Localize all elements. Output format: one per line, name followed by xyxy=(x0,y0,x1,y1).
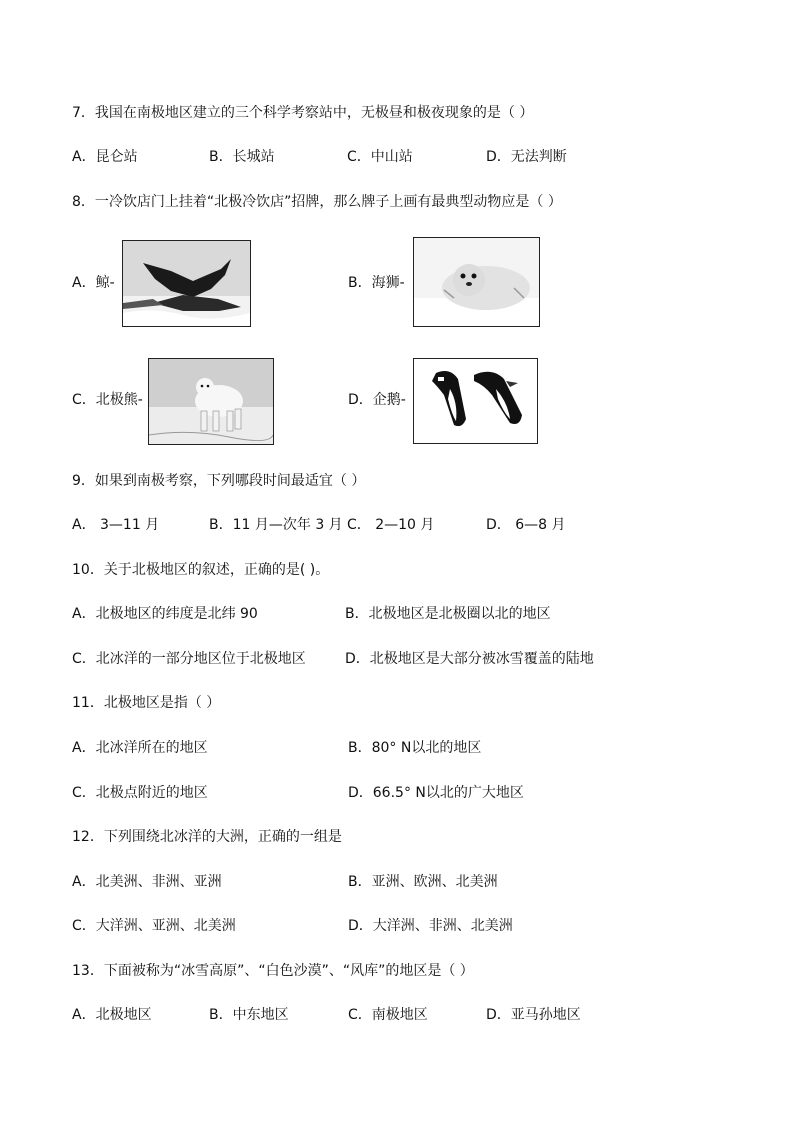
question-13-stem: 13．下面被称为“冰雪高原”、“白色沙漠”、“风库”的地区是（ ） xyxy=(72,963,474,979)
question-12-stem: 12．下列围绕北冰洋的大洲，正确的一组是 xyxy=(72,829,342,845)
question-8-option-b: B．海狮- xyxy=(348,275,405,291)
question-12-option-a: A．北美洲、非洲、亚洲 xyxy=(72,874,222,890)
question-10-option-a: A．北极地区的纬度是北纬 90 xyxy=(72,606,258,622)
polar-bear-image xyxy=(148,358,274,445)
question-8-option-d: D．企鹅- xyxy=(348,392,406,408)
seal-image xyxy=(413,237,540,327)
question-10-option-b: B．北极地区是北极圈以北的地区 xyxy=(345,606,551,622)
question-12-option-d: D．大洋洲、非洲、北美洲 xyxy=(348,918,513,934)
question-7-stem: 7．我国在南极地区建立的三个科学考察站中，无极昼和极夜现象的是（ ） xyxy=(72,105,534,121)
question-12-option-c: C．大洋洲、亚洲、北美洲 xyxy=(72,918,236,934)
question-7-option-c: C．中山站 xyxy=(347,149,413,165)
question-11-option-a: A．北冰洋所在的地区 xyxy=(72,740,208,756)
question-7-option-b: B．长城站 xyxy=(209,149,275,165)
question-13-option-d: D．亚马孙地区 xyxy=(486,1007,581,1023)
question-11-option-d: D．66.5° N以北的广大地区 xyxy=(348,785,524,801)
question-9-option-b: B．11 月—次年 3 月 xyxy=(209,517,343,533)
question-12-option-b: B．亚洲、欧洲、北美洲 xyxy=(348,874,498,890)
question-9-stem: 9．如果到南极考察，下列哪段时间最适宜（ ） xyxy=(72,473,366,489)
question-10-option-c: C．北冰洋的一部分地区位于北极地区 xyxy=(72,651,306,667)
question-13-option-c: C．南极地区 xyxy=(348,1007,428,1023)
question-8-stem: 8．一冷饮店门上挂着“北极冷饮店”招牌，那么牌子上画有最典型动物应是（ ） xyxy=(72,194,562,210)
question-10-stem: 10．关于北极地区的叙述，正确的是( )。 xyxy=(72,562,330,578)
question-13-option-b: B．中东地区 xyxy=(209,1007,289,1023)
question-7-option-a: A．昆仑站 xyxy=(72,149,138,165)
question-7-option-d: D．无法判断 xyxy=(486,149,567,165)
question-8-option-a: A．鲸- xyxy=(72,275,115,291)
question-11-stem: 11．北极地区是指（ ） xyxy=(72,695,221,711)
whale-image xyxy=(122,240,251,327)
question-9-option-d: D． 6—8 月 xyxy=(486,517,566,533)
question-9-option-c: C． 2—10 月 xyxy=(347,517,435,533)
penguin-image xyxy=(413,358,538,444)
question-9-option-a: A． 3—11 月 xyxy=(72,517,160,533)
question-13-option-a: A．北极地区 xyxy=(72,1007,152,1023)
question-10-option-d: D．北极地区是大部分被冰雪覆盖的陆地 xyxy=(345,651,594,667)
question-8-option-c: C．北极熊- xyxy=(72,392,143,408)
question-11-option-b: B．80° N以北的地区 xyxy=(348,740,482,756)
question-11-option-c: C．北极点附近的地区 xyxy=(72,785,208,801)
